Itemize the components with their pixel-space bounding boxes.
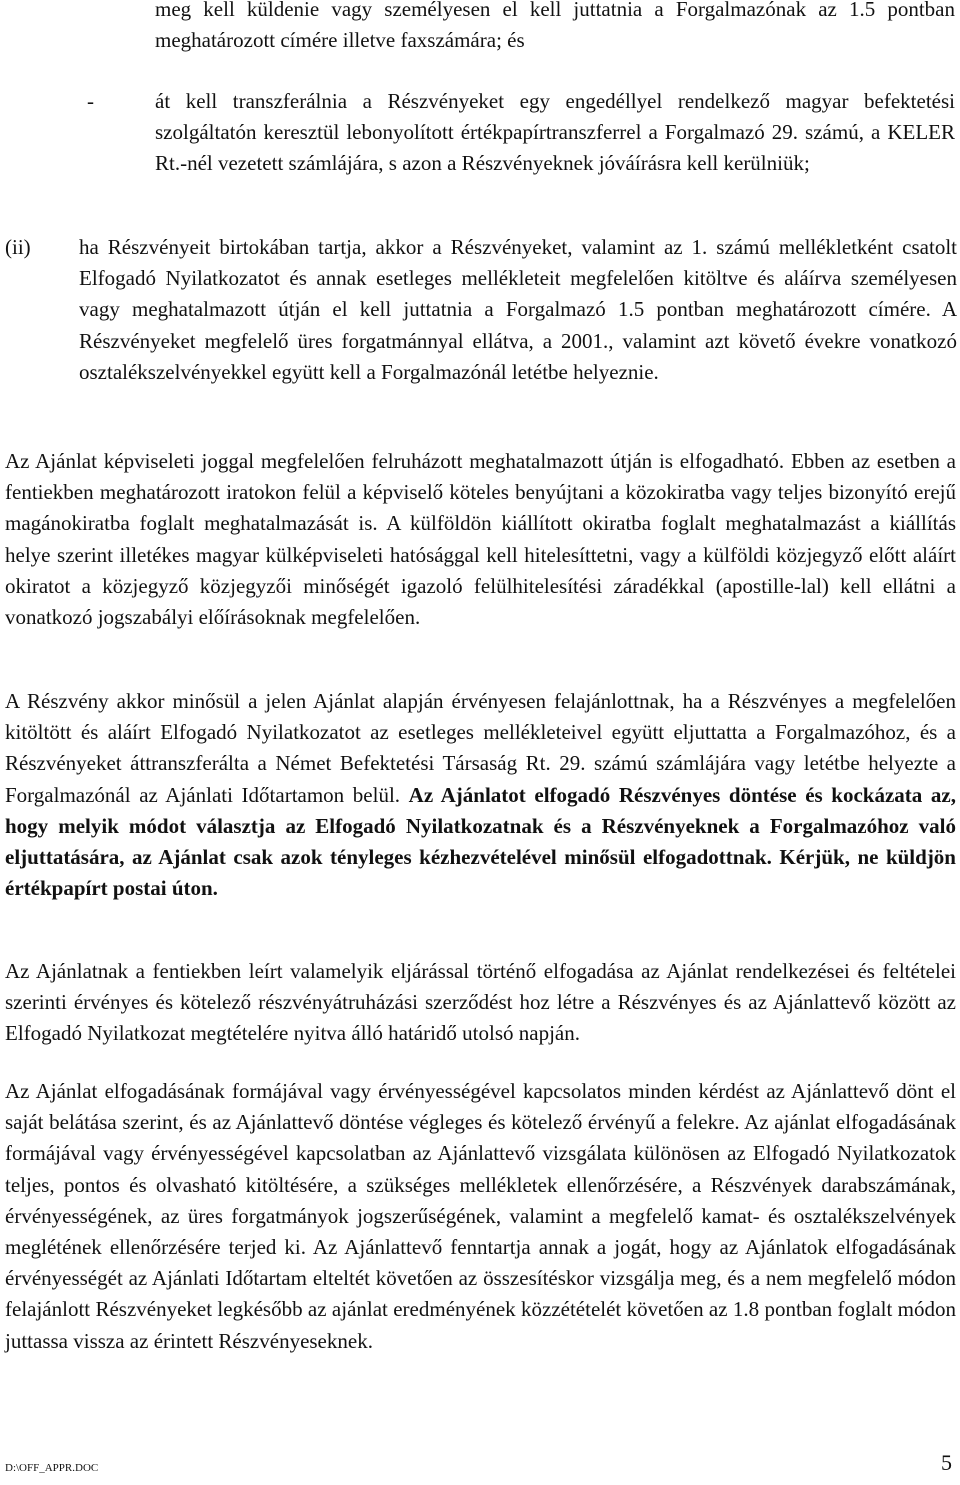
paragraph-contract-formation: Az Ajánlatnak a fentiekben leírt valamelyik eljárással történő elfogadása az Ajánlat rendelkezései és feltételei szerinti érvényes és kötelező részvényátruházási szerződést hoz létre a Részvényes és az Ajánlattevő között az Elfogadó Nyilatkozat megtételére nyitva álló határidő utolsó napján. — [5, 959, 956, 1046]
dash-item-text: át kell transzferálnia a Részvényeket egy engedéllyel rendelkező magyar befektetési szolgáltatón keresztül lebonyolított értékpapírtranszferrel a Forgalmazó 29. számú, a KELER Rt.-nél vezetett számlájára, s azon a Részvényeknek jóváírásra kell kerülniük; — [155, 89, 955, 176]
page-number: 5 — [941, 1450, 952, 1475]
paragraph-representation: Az Ajánlat képviseleti joggal megfelelően felruházott meghatalmazott útján is elfogadható. Ebben az esetben a fentiekben meghatározott iratokon felül a képviselő köteles benyújtani a közokiratba vagy teljes bizonyító erejű magánokiratba foglalt meghatalmazását is. A külföldön kiállított okiratba foglalt meghatalmazást a kiállítás helye szerint illetékes magyar külképviseleti hatósággal kell hitelesíttetni, vagy a külföldi közjegyző előtt aláírt okiratot a közjegyző közjegyzői minőségét igazoló felülhitelesítési záradékkal (apostille-lal) kell ellátni a vonatkozó jogszabályi előírásoknak megfelelően. — [5, 449, 956, 630]
paragraph-acceptance — [5, 686, 956, 904]
paragraph-acceptance-normal: A Részvény akkor minősül a jelen Ajánlat alapján érvényesen felajánlottnak, ha a Részvényes a megfelelően kitöltött és aláírt Elfogadó Nyilatkozatot az esetleges mellékleteivel együtt eljuttatta a Forgalmazóhoz, és a Részvényeket áttranszferálta a Német Befektetési Társaság Rt. 29. számú számlájára vagy letétbe helyezte a Forgalmazónál az Ajánlati Időtartamon belül. — [5, 689, 956, 807]
paragraph-validity-decision: Az Ajánlat elfogadásának formájával vagy érvényességével kapcsolatos minden kérdést az Ajánlattevő dönt el saját belátása szerint, és az Ajánlattevő döntése végleges és kötelező érvényű a felekre. Az ajánlat elfogadásának formájával vagy érvényességével kapcsolatban az Ajánlattevő vizsgálata különösen az Elfogadó Nyilatkozatok teljes, pontos és olvasható kitöltésére, a szükséges mellékletek ellenőrzésére, a Részvények darabszámának, érvényességének, az üres forgatmányok jogszerűségének, valamint a megfelelő kamat- és osztalékszelvények meglétének ellenőrzésére terjed ki. Az Ajánlattevő fenntartja annak a jogát, hogy az Ajánlatok elfogadásának érvényességét az Ajánlati Időtartam elteltét követően az összesítéskor vizsgálja meg, és a nem megfelelő módon felajánlott Részvényeket legkésőbb az ajánlat eredményének közzétételét követően az 1.8 pontban foglalt módon juttassa vissza az érintett Részvényeseknek. — [5, 1079, 956, 1353]
dash-bullet: - — [87, 89, 94, 113]
footer-file-path: D:\OFF_APPR.DOC — [5, 1462, 99, 1474]
continuation-paragraph: meg kell küldenie vagy személyesen el kell juttatnia a Forgalmazónak az 1.5 pontban meghatározott címére illetve faxszámára; és — [155, 0, 955, 53]
list-item-ii-text: ha Részvényeit birtokában tartja, akkor a Részvényeket, valamint az 1. számú mellékletként csatolt Elfogadó Nyilatkozatot és annak esetleges mellékleteit megfelelően kitöltve és aláírva személyesen vagy meghatalmazott útján el kell juttatnia a Forgalmazó 1.5 pontban meghatározott címére. A Részvényeket megfelelő üres forgatmánnyal ellátva, a 2001., valamint azt követő évekre vonatkozó osztalékszelvényekkel együtt kell a Forgalmazónál letétbe helyeznie. — [79, 235, 957, 384]
paragraph-acceptance-bold-warning: Az Ajánlatot elfogadó Részvényes döntése és kockázata az, hogy melyik módot választja az Elfogadó Nyilatkozatnak és a Részvényeknek a Forgalmazóhoz való eljuttatására, az Ajánlat csak azok tényleges kézhezvételével minősül elfogadottnak. Kérjük, ne küldjön értékpapírt postai úton. — [5, 782, 956, 901]
list-marker-ii: (ii) — [5, 235, 31, 259]
